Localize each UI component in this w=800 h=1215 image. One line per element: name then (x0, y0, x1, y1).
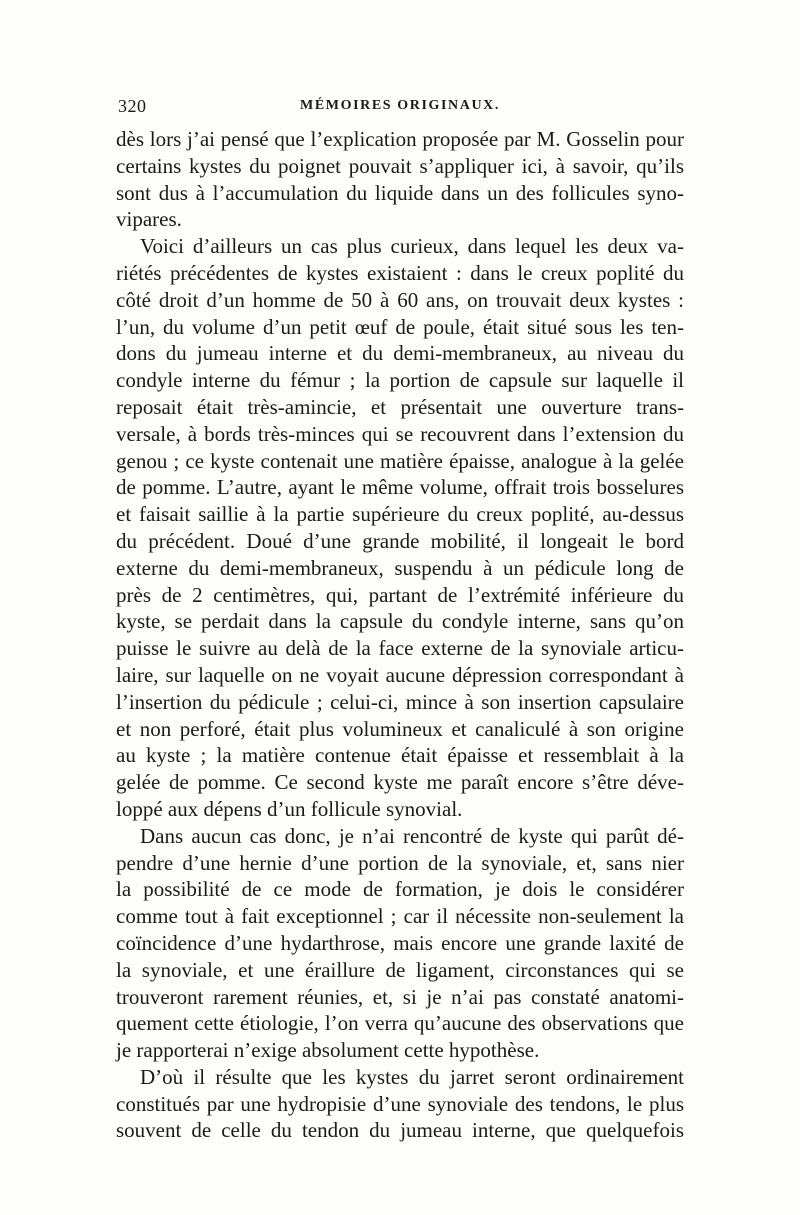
text-line: versale, à bords très-minces qui se recouvrent dans l’extension du (116, 421, 684, 446)
text-line: vipares. (116, 207, 182, 232)
text-line: souvent de celle du tendon du jumeau interne, que quelquefois (116, 1118, 684, 1143)
text-line: dès lors j’ai pensé que l’explication proposée par M. Gosselin pour (116, 127, 684, 151)
text-line: je rapporterai n’exige absolument cette hypothèse. (116, 1038, 540, 1063)
text-line: et non perforé, était plus volumineux et canaliculé à son origine (116, 716, 684, 741)
body-text (116, 126, 684, 1144)
text-line: reposait était très-amincie, et présentait une ouverture trans- (116, 394, 684, 419)
text-line: du précédent. Doué d’une grande mobilité, il longeait le bord (116, 528, 684, 553)
text-line: comme tout à fait exceptionnel ; car il nécessite non-seulement la (116, 904, 684, 929)
text-line: gelée de pomme. Ce second kyste me paraît encore s’être déve- (116, 770, 684, 795)
text-line: riétés précédentes de kystes existaient : dans le creux poplité du (116, 260, 684, 285)
text-line: D’où il résulte que les kystes du jarret seront ordinairement (140, 1064, 684, 1089)
text-line: pendre d’une hernie d’une portion de la synoviale, et, sans nier (116, 850, 684, 875)
text-line: et faisait saillie à la partie supérieure du creux poplité, au-dessus (116, 502, 684, 527)
text-line: Dans aucun cas donc, je n’ai rencontré de kyste qui parût dé- (140, 823, 684, 848)
text-line: quement cette étiologie, l’on verra qu’aucune des observations que (116, 1011, 684, 1036)
text-line: condyle interne du fémur ; la portion de capsule sur laquelle il (116, 368, 684, 393)
text-line: laire, sur laquelle on ne voyait aucune dépression correspondant à (116, 662, 684, 687)
text-line: trouveront rarement réunies, et, si je n’ai pas constaté anatomi- (116, 984, 684, 1009)
running-title: MÉMOIRES ORIGINAUX. (300, 98, 500, 113)
text-line: kyste, se perdait dans la capsule du condyle interne, sans qu’on (116, 609, 684, 634)
text-line: constitués par une hydropisie d’une synoviale des tendons, le plus (116, 1091, 684, 1116)
text-line: l’un, du volume d’un petit œuf de poule, était situé sous les ten- (116, 314, 684, 339)
text-line: puisse le suivre au delà de la face externe de la synoviale articu- (116, 636, 684, 661)
page-number: 320 (118, 96, 147, 116)
text-line: coïncidence d’une hydarthrose, mais encore une grande laxité de (116, 930, 684, 955)
text-line: de pomme. L’autre, ayant le même volume, offrait trois bosselures (116, 475, 684, 500)
text-line: genou ; ce kyste contenait une matière épaisse, analogue à la gelée (116, 448, 684, 473)
text-line: externe du demi-membraneux, suspendu à un pédicule long de (116, 555, 684, 580)
text-line: loppé aux dépens d’un follicule synovial. (116, 796, 463, 821)
text-line: l’insertion du pédicule ; celui-ci, mince à son insertion capsulaire (116, 689, 684, 714)
page-header (118, 96, 682, 120)
text-line: la possibilité de ce mode de formation, je dois le considérer (116, 877, 684, 902)
text-line: dons du jumeau interne et du demi-membraneux, au niveau du (116, 341, 684, 366)
text-line: la synoviale, et une éraillure de ligament, circonstances qui se (116, 957, 684, 982)
text-line: côté droit d’un homme de 50 à 60 ans, on trouvait deux kystes : (116, 287, 684, 312)
text-line: certains kystes du poignet pouvait s’appliquer ici, à savoir, qu’ils (116, 153, 684, 178)
text-line: sont dus à l’accumulation du liquide dans un des follicules syno- (116, 180, 684, 205)
text-line: au kyste ; la matière contenue était épaisse et ressemblait à la (116, 743, 684, 768)
text-line: près de 2 centimètres, qui, partant de l’extrémité inférieure du (116, 582, 684, 607)
text-line: Voici d’ailleurs un cas plus curieux, dans lequel les deux va- (140, 234, 684, 259)
